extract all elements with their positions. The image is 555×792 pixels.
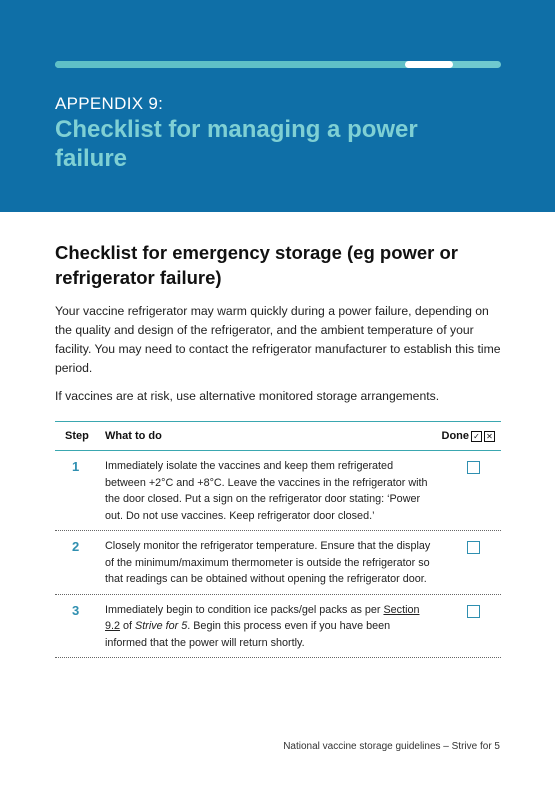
done-checkbox[interactable] [467, 461, 480, 474]
check-mark-icon: ✓ [471, 431, 482, 442]
table-header [55, 422, 501, 451]
header-banner [0, 0, 555, 212]
done-label: Done [441, 430, 469, 442]
progress-marker [405, 61, 453, 68]
page-footer: National vaccine storage guidelines – Strive for 5 [283, 741, 500, 752]
section-heading: Checklist for emergency storage (eg power or refrigerator failure) [55, 242, 459, 288]
intro-paragraph: Your vaccine refrigerator may warm quickly during a power failure, depending on the quality and design of the refrigerator, and the ambient temperature of your facility. You may need to contact the refrigerator manufacturer to establish this time period. [55, 304, 501, 375]
table-row [55, 531, 501, 595]
table-row [55, 451, 501, 531]
cross-mark-icon: ✕ [484, 431, 495, 442]
done-checkbox[interactable] [467, 605, 480, 618]
step-instruction: Immediately isolate the vaccines and keep them refrigerated between +2°C and +8°C. Leave the vaccines in the refrigerator with the door closed. Put a sign on the refrigerator door stating: ‘Power out. Do not use vaccines. Keep refrigerator door closed.’ [105, 460, 428, 522]
table-row [55, 595, 501, 659]
risk-paragraph: If vaccines are at risk, use alternative monitored storage arrangements. [55, 389, 440, 403]
appendix-label: APPENDIX 9: [55, 94, 164, 113]
step-number: 2 [72, 539, 80, 554]
step-instruction: Closely monitor the refrigerator temperature. Ensure that the display of the minimum/maximum thermometer is outside the refrigerator so that readings can be obtained without opening the refrigerator door. [105, 540, 431, 585]
section-link[interactable]: Section 9.2 [105, 603, 420, 632]
column-header-step: Step [65, 430, 89, 442]
column-header-done [442, 430, 496, 442]
checklist-table [55, 421, 501, 658]
step-number: 1 [72, 459, 80, 474]
page-title: Checklist for managing a power failure [55, 116, 418, 172]
step-number: 3 [72, 602, 80, 618]
instruction-text: of [120, 620, 136, 632]
progress-fill [55, 61, 452, 68]
progress-bar [55, 61, 501, 68]
instruction-text: . Begin this process even if you have been informed that the power will return shortly. [105, 620, 391, 649]
step-instruction [105, 595, 435, 658]
column-header-what: What to do [105, 430, 162, 442]
instruction-text: Immediately begin to condition ice packs/gel packs as per [105, 603, 384, 616]
document-title: Strive for 5 [135, 620, 188, 632]
done-checkbox[interactable] [467, 541, 480, 554]
